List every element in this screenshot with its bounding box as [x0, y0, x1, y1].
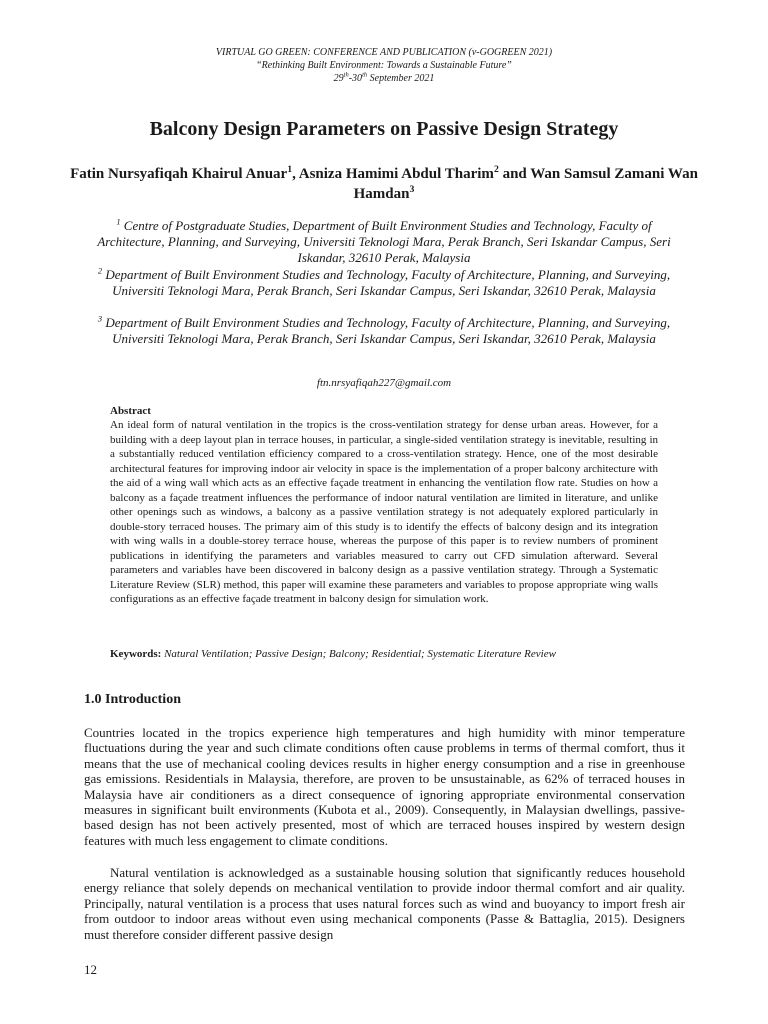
paragraph-1: Countries located in the tropics experience high temperatures and high humidity with minor temperature fluctuations during the year and such climate conditions often cause problems in terms of thermal comfort, thus it means that the use of mechanical cooling devices results in higher energy consumption and a rise in greenhouse gas emissions. Residentials in Malaysia, therefore, are proven to be unsustainable, as 62% of terraced houses in Malaysia have air conditioners as a direct consequence of ignoring appropriate environmental conservation measures in significant built environments (Kubota et al., 2009). Consequently, in Malaysian dwellings, passive-based design has not been actively presented, most of which are terraced houses inspired by western design features with much less engagement to climate conditions.: [84, 725, 685, 848]
keywords: [110, 648, 670, 660]
affiliation-1: $^1$ Centre of Postgraduate Studies, Department of Built Environment Studies and Technology, Faculty of Architecture, Planning, and Surveying, Universiti Teknologi Mara, Perak Branch, Seri Iskandar Campus, Seri Iskandar, 32610 Perak, Malaysia: [97, 216, 671, 265]
abstract-heading: Abstract: [110, 405, 151, 417]
keywords-list: Natural Ventilation; Passive Design; Balcony; Residential; Systematic Literature Review: [161, 648, 556, 660]
paper-title: Balcony Design Parameters on Passive Design Strategy: [149, 118, 619, 140]
author-list: Fatin Nursyafiqah Khairul Anuar$^1$, Asniza Hamimi Abdul Tharim$^2$ and Wan Samsul Zamani Wan Hamdan$^3$: [70, 164, 698, 202]
conference-name: VIRTUAL GO GREEN: CONFERENCE AND PUBLICATION (v-GOGREEN 2021): [215, 47, 553, 58]
conference-theme: “Rethinking Built Environment: Towards a Sustainable Future”: [256, 60, 512, 71]
conference-date: 29th-30th September 2021: [333, 71, 435, 84]
affiliation-3: $^3$ Department of Built Environment Studies and Technology, Faculty of Architecture, Planning, and Surveying, Universiti Teknologi Mara, Perak Branch, Seri Iskandar Campus, Seri Iskandar, 32610 Perak, Malaysia: [97, 313, 671, 346]
author-email: ftn.nrsyafiqah227@gmail.com: [316, 377, 452, 389]
keywords-label: Keywords:: [110, 648, 162, 660]
abstract-text: An ideal form of natural ventilation in the tropics is the cross-ventilation strategy for dense urban areas. However, for a building with a deep layout plan in terrace houses, in particular, a single-sided ventilation strategy is inevitable, resulting in a substantially reduced ventilation efficiency compared to a cross-ventilation strategy. Hence, one of the most desirable architectural features for improving indoor air velocity in space is the implementation of a proper balcony architecture with the aid of a wing wall which acts as an effective façade treatment in enhancing the ventilation flow rate. Studies on how a balcony as a façade treatment influences the performance of indoor natural ventilation are limited in literature, and unlike other openings such as windows, a balcony as a passive ventilation strategy is not adequately explored particularly in double-story terraced houses. The primary aim of this study is to identify the effects of balcony design and its integration with wing walls in a double-storey terrace house, whereas the purpose of this paper is to review numbers of prominent publications in identifying the parameters and variables measured to carry out CFD simulation afterward. Several parameters and variables have been discovered in balcony design as a passive ventilation strategy. Through a Systematic Literature Review (SLR) method, this paper will examine these parameters and variables to propose appropriate wing walls configurations as an effective façade treatment in balcony design for simulation work.: [110, 419, 658, 605]
section-heading: 1.0 Introduction: [84, 692, 181, 707]
affiliation-2: $^2$ Department of Built Environment Studies and Technology, Faculty of Architecture, Planning, and Surveying, Universiti Teknologi Mara, Perak Branch, Seri Iskandar Campus, Seri Iskandar, 32610 Perak, Malaysia: [97, 265, 671, 298]
page-number: 12: [84, 962, 97, 977]
paragraph-2: Natural ventilation is acknowledged as a sustainable housing solution that significantly reduces household energy reliance that solely depends on mechanical ventilation to provide indoor thermal comfort and air quality. Principally, natural ventilation is a process that uses natural forces such as wind and buoyancy to import fresh air from outdoor to indoor areas without even using mechanical components (Passe & Battaglia, 2015). Designers must therefore consider different passive design: [84, 865, 685, 942]
